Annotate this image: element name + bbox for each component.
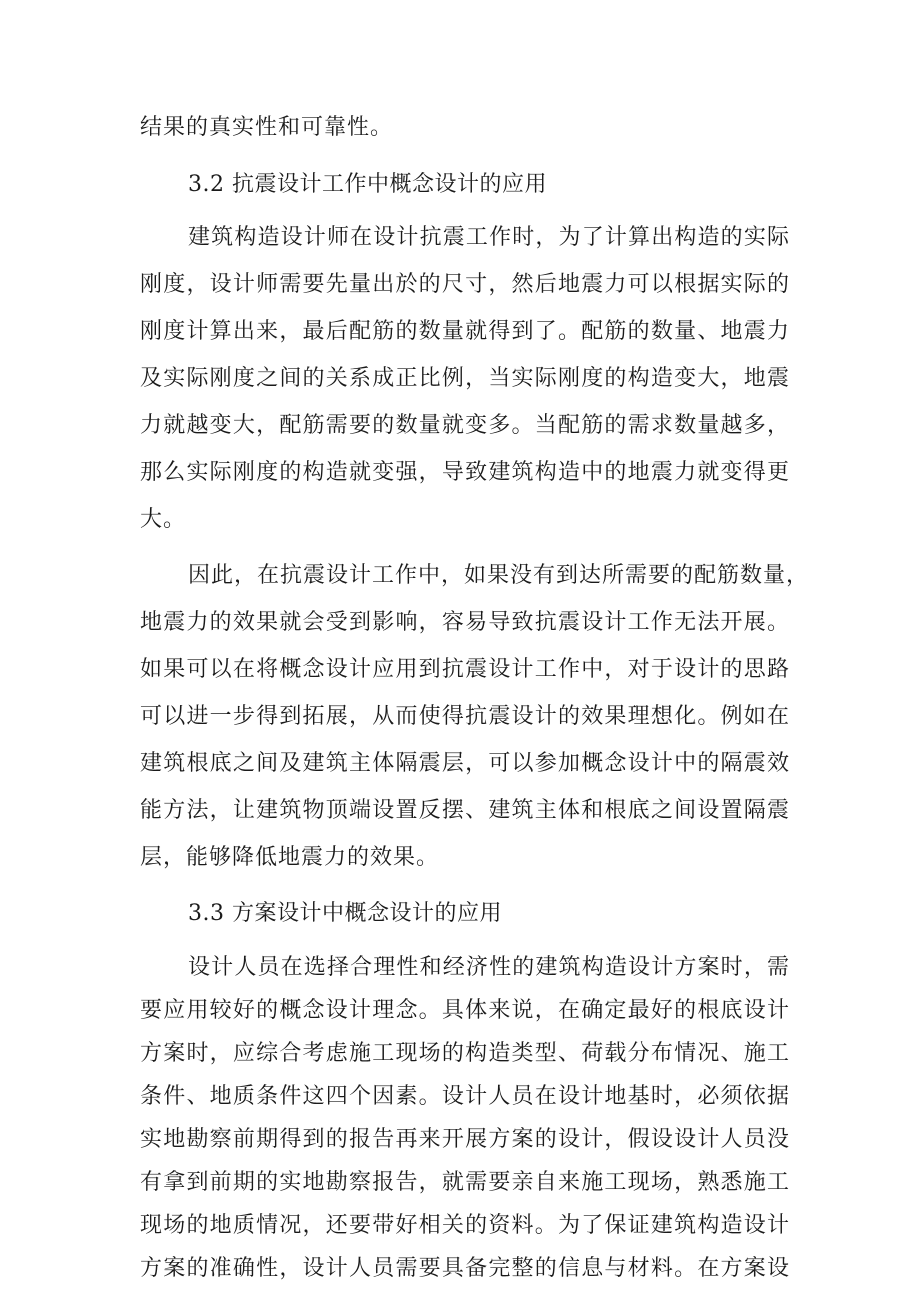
paragraph-line: 因此，在抗震设计工作中，如果没有到达所需要的配筋数量，: [188, 563, 810, 588]
paragraph-line: 设计人员在选择合理性和经济性的建筑构造设计方案时，需: [188, 955, 790, 980]
paragraph-line: 刚度计算出来，最后配筋的数量就得到了。配筋的数量、地震力: [140, 319, 790, 344]
paragraph-line: 地震力的效果就会受到影响，容易导致抗震设计工作无法开展。: [140, 610, 790, 635]
paragraph-line: 刚度，设计师需要先量出於的尺寸，然后地震力可以根据实际的: [140, 272, 790, 297]
paragraph-line: 大。: [140, 507, 187, 532]
paragraph-line: 要应用较好的概念设计理念。具体来说，在确定最好的根底设计: [140, 998, 790, 1023]
paragraph-line: 力就越变大，配筋需要的数量就变多。当配筋的需求数量越多，: [140, 413, 790, 438]
paragraph-line: 方案时，应综合考虑施工现场的构造类型、荷载分布情况、施工: [140, 1041, 790, 1066]
paragraph-line: 层，能够降低地震力的效果。: [140, 845, 440, 870]
paragraph-line: 条件、地质条件这四个因素。设计人员在设计地基时，必须依据: [140, 1084, 790, 1109]
section-heading-3-2: 3.2 抗震设计工作中概念设计的应用: [188, 172, 547, 197]
paragraph-line: 实地勘察前期得到的报告再来开展方案的设计，假设设计人员没: [140, 1127, 790, 1152]
paragraph-line: 可以进一步得到拓展，从而使得抗震设计的效果理想化。例如在: [140, 704, 790, 729]
paragraph-line: 建筑根底之间及建筑主体隔震层，可以参加概念设计中的隔震效: [140, 751, 790, 776]
section-heading-3-3: 3.3 方案设计中概念设计的应用: [188, 901, 502, 926]
paragraph-line: 结果的真实性和可靠性。: [140, 115, 394, 140]
paragraph-line: 能方法，让建筑物顶端设置反摆、建筑主体和根底之间设置隔震: [140, 798, 790, 823]
paragraph-line: 现场的地质情况，还要带好相关的资料。为了保证建筑构造设计: [140, 1213, 790, 1238]
paragraph-line: 建筑构造设计师在设计抗震工作时，为了计算出构造的实际: [188, 225, 790, 250]
paragraph-line: 如果可以在将概念设计应用到抗震设计工作中，对于设计的思路: [140, 657, 790, 682]
paragraph-line: 有拿到前期的实地勘察报告，就需要亲自来施工现场，熟悉施工: [140, 1170, 790, 1195]
paragraph-line: 方案的准确性，设计人员需要具备完整的信息与材料。在方案设: [140, 1256, 790, 1281]
paragraph-line: 那么实际刚度的构造就变强，导致建筑构造中的地震力就变得更: [140, 460, 790, 485]
paragraph-line: 及实际刚度之间的关系成正比例，当实际刚度的构造变大，地震: [140, 366, 790, 391]
